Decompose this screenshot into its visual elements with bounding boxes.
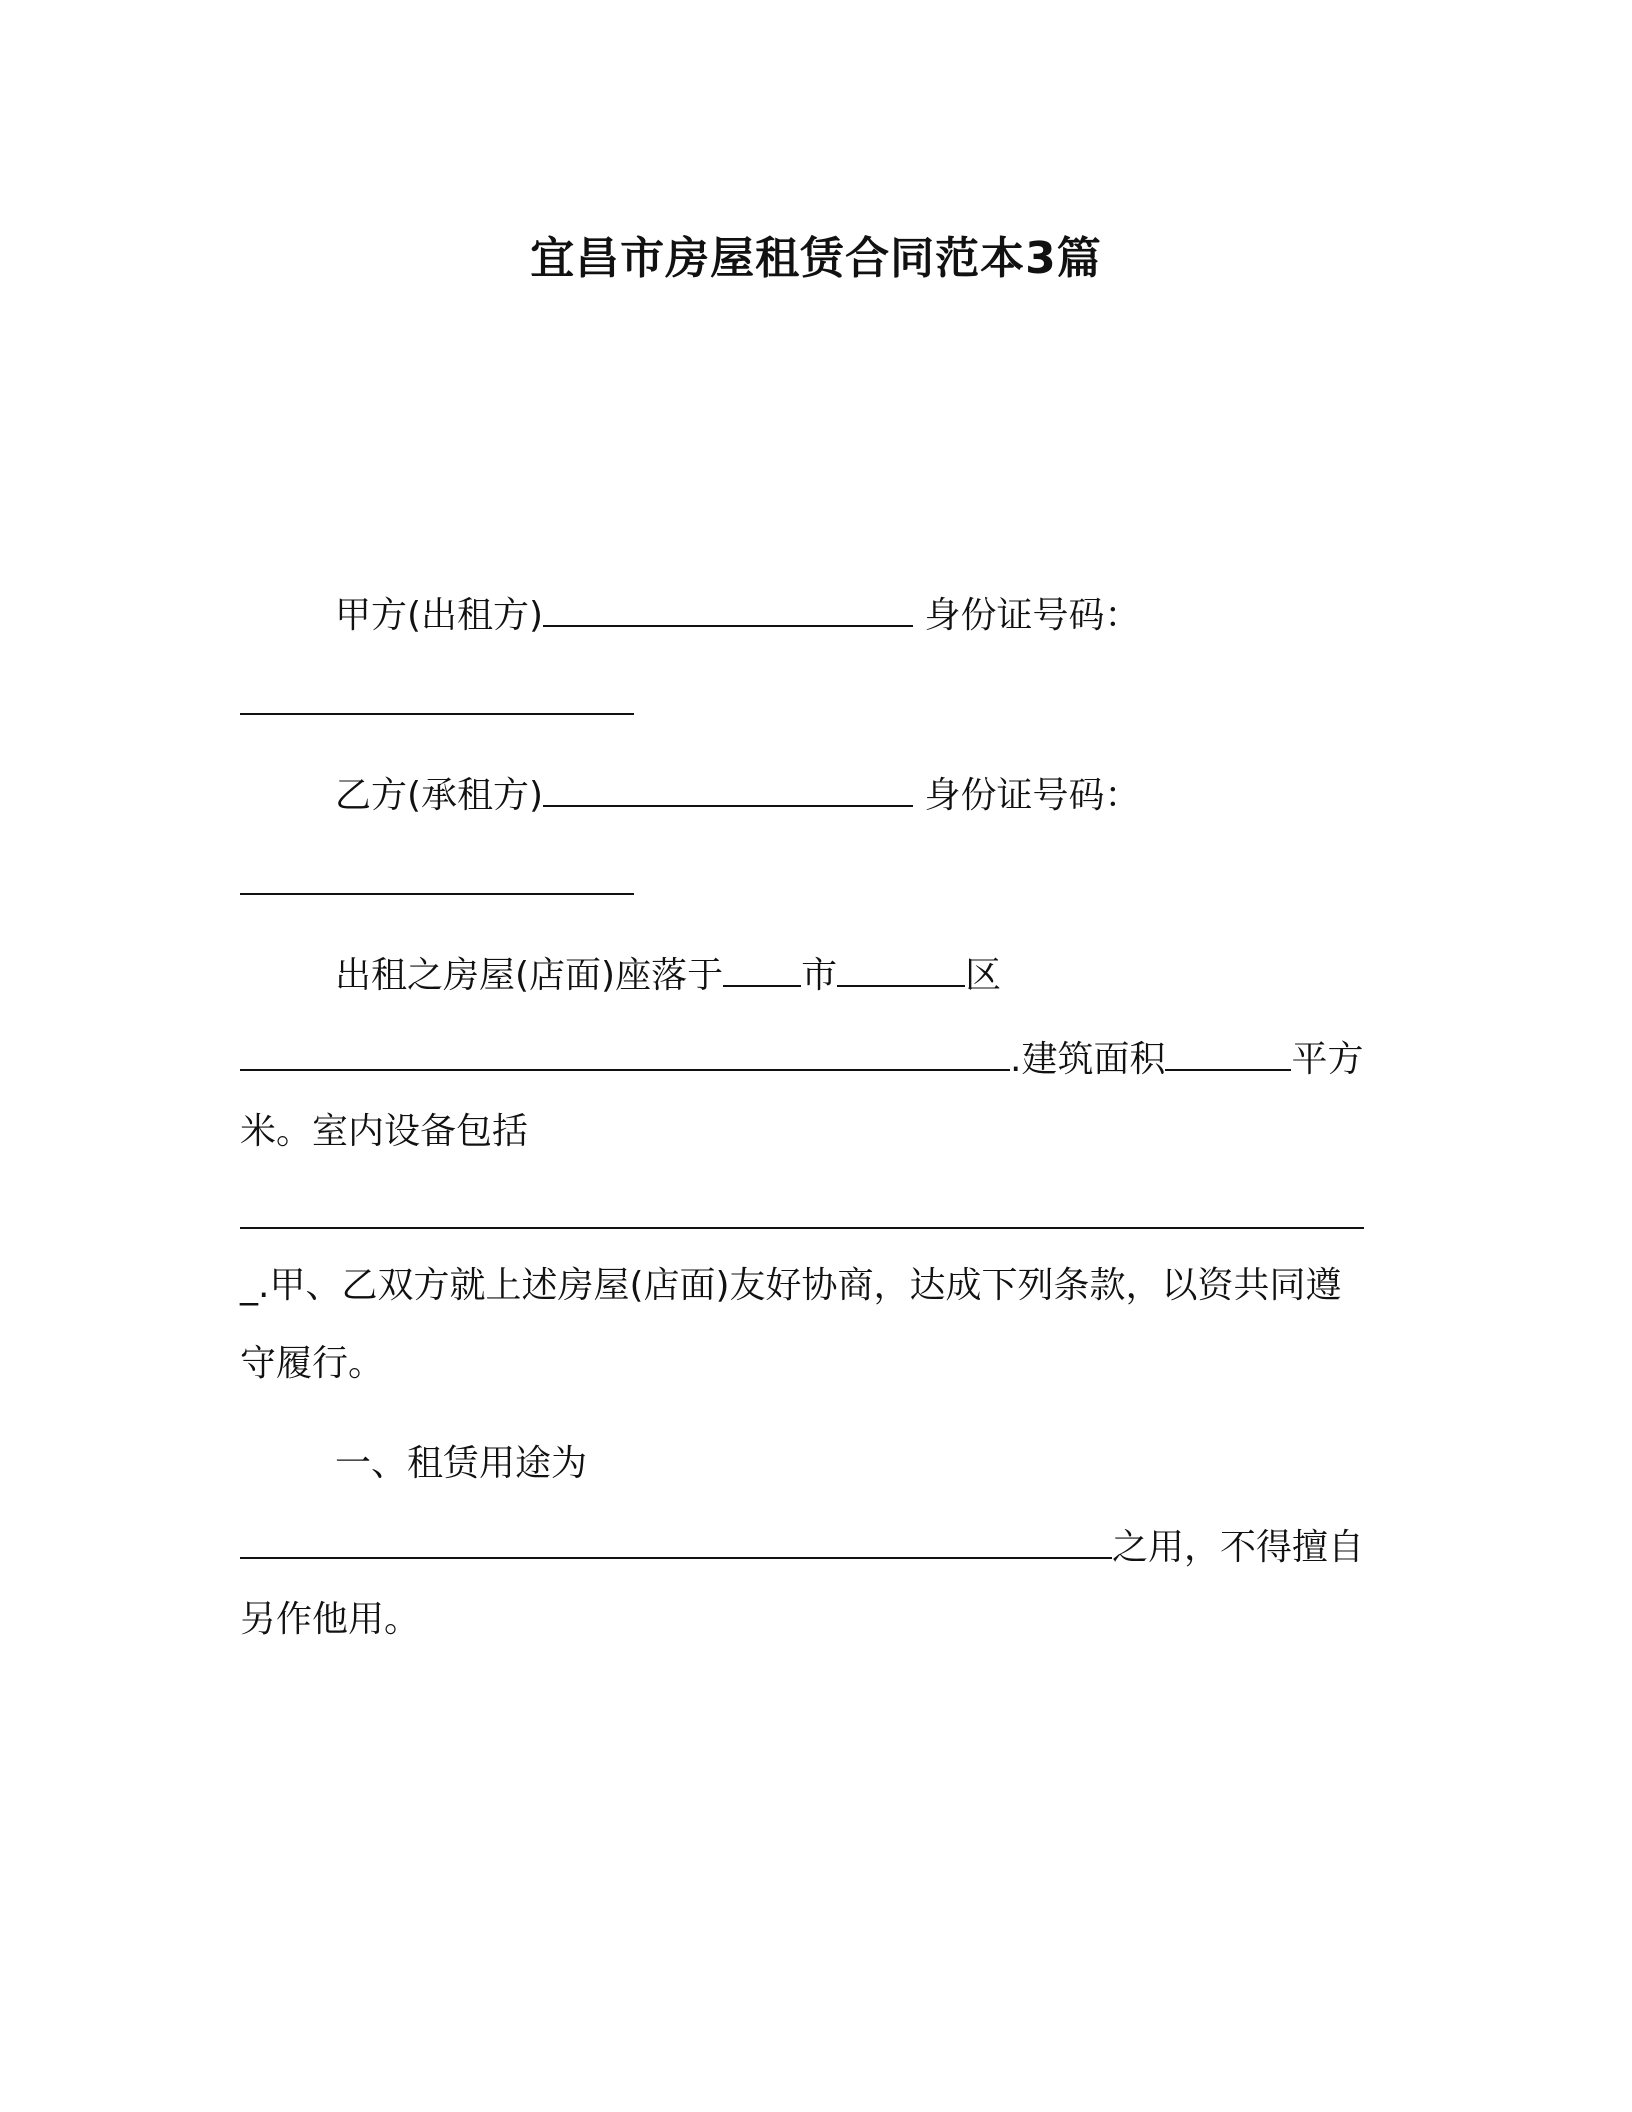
party-b-label: 乙方(承租方) [335, 775, 544, 816]
party-b-id-line [240, 860, 634, 908]
agreement-line [240, 1262, 1342, 1310]
clause-1-heading: 一、租赁用途为 [335, 1443, 588, 1484]
party-a-id-label: 身份证号码： [924, 595, 1141, 636]
party-b-id-label: 身份证号码： [924, 775, 1141, 816]
purpose-text: 之用，不得擅自 [1112, 1527, 1365, 1568]
party-b-id-blank [240, 863, 634, 895]
equipment-text: 米。室内设备包括 [240, 1111, 529, 1152]
clause-1-heading-line [335, 1440, 587, 1488]
party-a-line [335, 592, 1141, 640]
address-blank [240, 1039, 1010, 1071]
premises-located-text: 出租之房屋(店面)座落于 [335, 955, 724, 996]
purpose-blank [240, 1527, 1112, 1559]
agreement-cont: 守履行。 [240, 1343, 385, 1384]
premises-area-line [240, 1036, 1363, 1084]
area-text: .建筑面积 [1010, 1039, 1166, 1080]
equipment-blank [240, 1197, 1364, 1229]
clause-1-purpose-cont-line [240, 1596, 420, 1644]
equipment-line [240, 1108, 528, 1156]
document-title: 宜昌市房屋租赁合同范本3篇 [530, 233, 1102, 284]
party-b-line [335, 772, 1141, 820]
area-blank [1165, 1039, 1291, 1071]
city-text: 市 [801, 955, 838, 996]
party-a-id-blank [240, 683, 634, 715]
party-a-label: 甲方(出租方) [335, 595, 544, 636]
district-blank [837, 955, 965, 987]
equipment-blank-line [240, 1194, 1364, 1242]
city-blank [723, 955, 801, 987]
party-b-name-blank [543, 775, 913, 807]
agreement-text: _.甲、乙双方就上述房屋(店面)友好协商，达成下列条款，以资共同遵 [240, 1265, 1342, 1306]
clause-1-purpose-line [240, 1524, 1364, 1572]
premises-location-line [335, 952, 1001, 1000]
party-a-id-line [240, 680, 634, 728]
purpose-cont: 另作他用。 [240, 1599, 421, 1640]
party-a-name-blank [543, 595, 913, 627]
area-unit: 平方 [1291, 1039, 1364, 1080]
agreement-cont-line [240, 1340, 384, 1388]
district-text: 区 [965, 955, 1002, 996]
